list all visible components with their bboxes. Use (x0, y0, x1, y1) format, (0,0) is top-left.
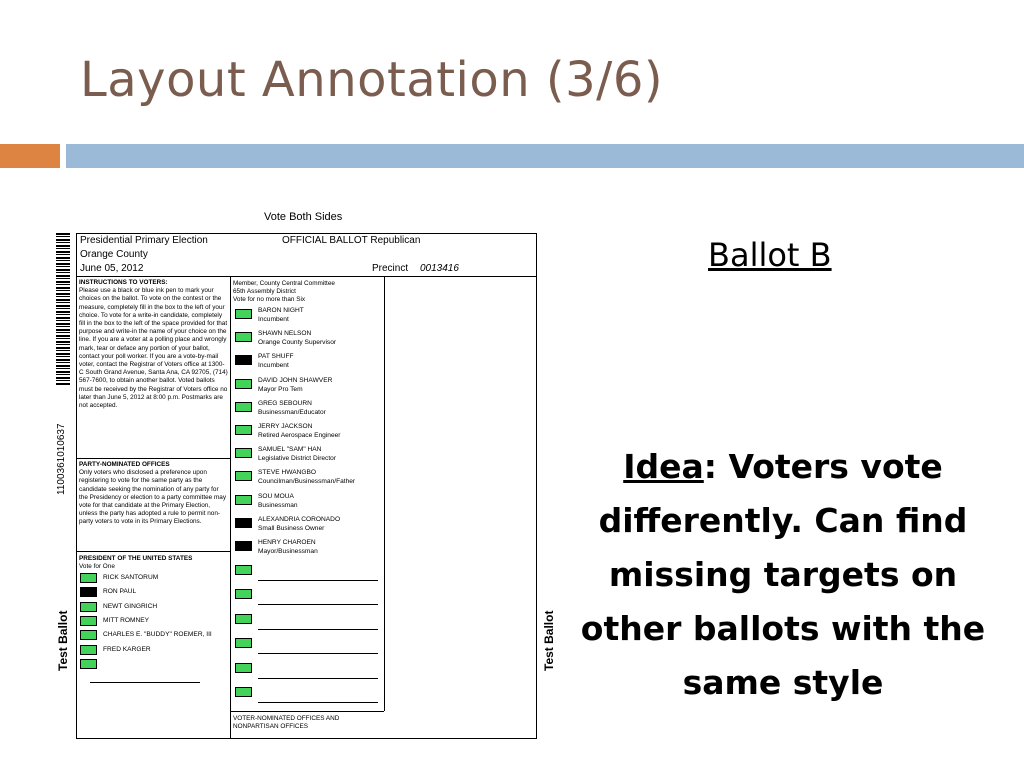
instructions (79, 279, 229, 410)
committee-candidate-title: Incumbent (258, 316, 289, 323)
write-in-line (258, 678, 378, 679)
write-in-line (258, 604, 378, 605)
committee-candidate-name: BARON NIGHT (258, 307, 304, 314)
vote-target-box[interactable] (235, 541, 252, 551)
committee-candidate-title: Retired Aerospace Engineer (258, 432, 341, 439)
party-heading: PARTY-NOMINATED OFFICES (79, 461, 170, 468)
instructions-heading: INSTRUCTIONS TO VOTERS: (79, 279, 168, 286)
barcode (56, 233, 70, 385)
committee-candidate-title: Businessman (258, 501, 298, 509)
committee-vote-for: Vote for no more than Six (233, 296, 306, 303)
committee-candidate-title: Small Business Owner (258, 524, 325, 532)
write-in-line (258, 580, 378, 581)
president-candidate: NEWT GINGRICH (103, 602, 158, 610)
committee-candidate-title: Mayor/Businessman (258, 548, 318, 555)
vote-target-box[interactable] (235, 471, 252, 481)
column-divider-2 (384, 276, 385, 711)
idea-label: Idea (623, 447, 704, 486)
committee-candidate-title: Councilman/Businessman/Father (258, 478, 356, 486)
committee-candidate-name: HENRY CHAROEN (258, 539, 316, 546)
vote-both-sides-text: Vote Both Sides (264, 211, 343, 223)
test-ballot-label-left: Test Ballot (56, 610, 70, 671)
official-ballot-title: OFFICIAL BALLOT Republican (282, 235, 421, 246)
precinct-label: Precinct (372, 263, 409, 274)
party-text: Only voters who disclosed a preference upon registering to vote for the same party as the candidate seeking the nomination of any party for the Presidency or election to a party committee may vote for that candidate at the Primary Election, unless the party has adopted a rule to permit non-party voters to vote in its Primary Elections. (79, 469, 227, 526)
header-divider (76, 276, 537, 277)
instructions-text: Please use a black or blue ink pen to mark your choices on the ballot. To vote on the contest or the measure, completely fill in the box to the left of your choice. To vote for a write-in candidate, completely fill in the box to the left of the space provided for that purpose and write-in the name of your choice on the line. If you are a voter at a polling place and wrongly mark, tear or deface any portion of your ballot, contact your poll worker. If you are a vote-by-mail voter, contact the Registrar of Voters office at 1300-C South Grand Avenue, Santa Ana, CA 92705, (714) 567-7600, to obtain another ballot. Voted ballots must be received by the Registrar of Voters office no later than June 5, 2012 at 8:00 p.m. Postmarks are not accepted. (79, 287, 228, 410)
committee-candidate-name: SOU MOUA (258, 492, 294, 500)
president-candidate: MITT ROMNEY (103, 616, 150, 624)
committee-candidate-title: Incumbent (258, 362, 289, 370)
write-in-target-box[interactable] (80, 659, 97, 669)
vote-target-box[interactable] (235, 379, 252, 389)
voter-nominated-heading-2: NONPARTISAN OFFICES (233, 723, 309, 730)
party-section (79, 461, 229, 527)
committee-candidate-name: ALEXANDRIA CORONADO (258, 515, 341, 523)
committee-candidate-name: SHAWN NELSON (258, 330, 312, 338)
idea-text-block (578, 440, 988, 710)
committee-candidate-title: Orange County Supervisor (258, 339, 337, 347)
committee-candidate-title: Businessman/Educator (258, 408, 326, 416)
ballot-image (50, 205, 570, 740)
vote-target-box[interactable] (235, 425, 252, 435)
committee-candidate-name: DAVID JOHN SHAWVER (258, 376, 333, 384)
president-candidate: RON PAUL (103, 588, 137, 596)
vote-target-box[interactable] (80, 616, 97, 626)
section-divider-2 (76, 551, 230, 552)
vote-target-box[interactable] (80, 587, 97, 597)
vote-target-box[interactable] (235, 518, 252, 528)
county-name: Orange County (80, 249, 148, 260)
election-name: Presidential Primary Election (80, 235, 208, 246)
president-candidate: RICK SANTORUM (103, 574, 159, 581)
vote-target-box[interactable] (235, 402, 252, 412)
vote-target-box[interactable] (235, 309, 252, 319)
write-in-line (258, 702, 378, 703)
committee-candidate-name: SAMUEL "SAM" HAN (258, 446, 322, 454)
write-in-line (258, 653, 378, 654)
president-candidate: CHARLES E. "BUDDY" ROEMER, III (103, 631, 212, 639)
committee-candidate-title: Legislative District Director (258, 455, 337, 463)
vote-target-box[interactable] (235, 448, 252, 458)
vote-target-box[interactable] (80, 645, 97, 655)
committee-candidate-name: PAT SHUFF (258, 353, 294, 361)
write-in-line (258, 629, 378, 630)
committee-candidate-name: STEVE HWANGBO (258, 469, 317, 477)
vote-target-box[interactable] (235, 495, 252, 505)
precinct-number: 0013416 (420, 263, 459, 274)
idea-text: : Voters vote differently. Can find missing targets on other ballots with the same style (580, 447, 986, 702)
committee-heading: Member, County Central Committee (233, 280, 335, 287)
write-in-target-box[interactable] (235, 638, 252, 648)
barcode-number: 1100361010637 (56, 423, 67, 495)
voter-nominated-heading-1: VOTER-NOMINATED OFFICES AND (233, 715, 340, 722)
committee-district: 65th Assembly District (233, 288, 296, 295)
election-date: June 05, 2012 (80, 263, 144, 274)
test-ballot-label-right: Test Ballot (542, 610, 556, 671)
ballot-b-label: Ballot B (708, 236, 832, 274)
accent-bar (0, 144, 60, 168)
write-in-line (90, 682, 200, 683)
president-vote-for: Vote for One (79, 563, 115, 570)
column-divider-1 (230, 276, 231, 739)
vote-target-box[interactable] (80, 602, 97, 612)
president-candidate: FRED KARGER (103, 645, 151, 653)
write-in-target-box[interactable] (235, 589, 252, 599)
write-in-target-box[interactable] (235, 687, 252, 697)
vote-target-box[interactable] (235, 332, 252, 342)
committee-candidate-title: Mayor Pro Tem (258, 385, 303, 393)
section-divider-3 (230, 711, 384, 712)
vote-target-box[interactable] (235, 355, 252, 365)
write-in-target-box[interactable] (235, 565, 252, 575)
section-divider-1 (76, 458, 230, 459)
committee-candidate-name: GREG SEBOURN (258, 399, 312, 407)
write-in-target-box[interactable] (235, 663, 252, 673)
committee-candidate-name: JERRY JACKSON (258, 423, 313, 430)
write-in-target-box[interactable] (235, 614, 252, 624)
header-bar (66, 144, 1024, 168)
president-heading: PRESIDENT OF THE UNITED STATES (79, 555, 193, 562)
vote-target-box[interactable] (80, 573, 97, 583)
vote-target-box[interactable] (80, 630, 97, 640)
slide-title: Layout Annotation (3/6) (80, 52, 664, 108)
